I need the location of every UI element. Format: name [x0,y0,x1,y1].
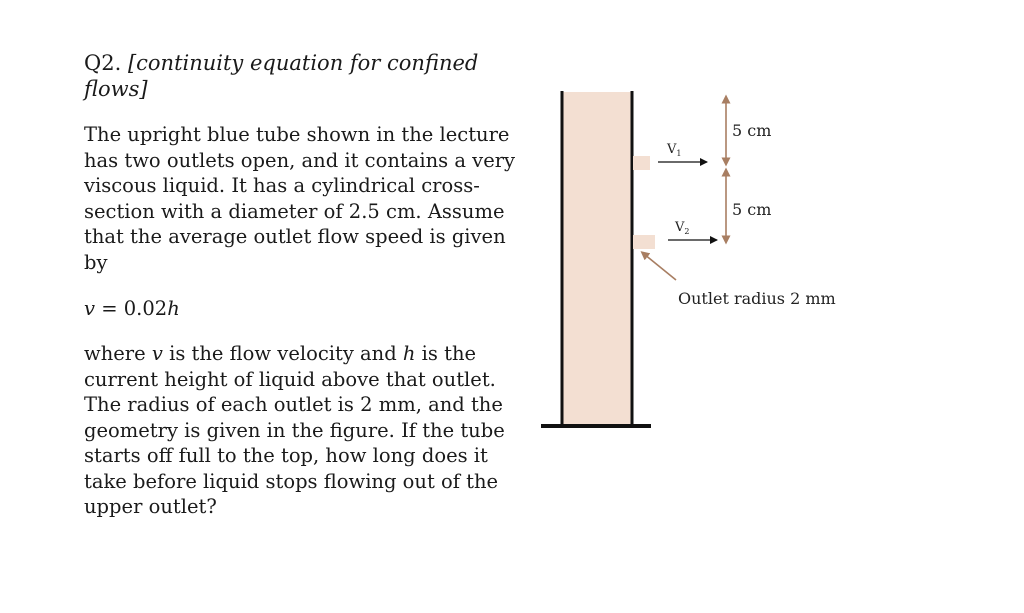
question-number: Q2. [84,51,122,75]
upper-outlet [633,156,650,170]
equation-lhs: v [84,297,96,320]
question-topic: [continuity equation for confined flows] [84,51,479,101]
lower-dimension-label: 5 cm [732,200,772,219]
upper-dimension-label: 5 cm [732,121,772,140]
problem-paragraph-1: The upright blue tube shown in the lecture has two outlets open, and it contains a very viscous liquid. It has a cylindrical cross-section with a diameter of 2.5 cm. Assume that the average outlet flow speed is given by [84,123,516,274]
outlet-pointer-arrow [644,254,676,280]
outlet-radius-label: Outlet radius 2 mm [678,289,836,308]
v2-label: $V_2$ [675,220,690,236]
p2-text-3: is the current height of liquid above that outlet. The radius of each outlet is 2 mm, and the geometry is given in the figure. If the tube starts off full to the top, how long does it take before liquid stops flowing out of the upper outlet? [84,342,505,518]
tube-body [562,92,632,425]
p2-var-v: v [151,342,163,365]
p2-var-h: h [402,342,416,365]
p2-text-2: is the flow velocity and [162,342,403,365]
v1-label: $V_1$ [667,142,682,158]
p2-text-1: where [84,342,152,365]
lower-outlet [633,235,655,249]
equation-rhs: = 0.02 [95,297,168,320]
equation-variable: h [167,297,180,320]
